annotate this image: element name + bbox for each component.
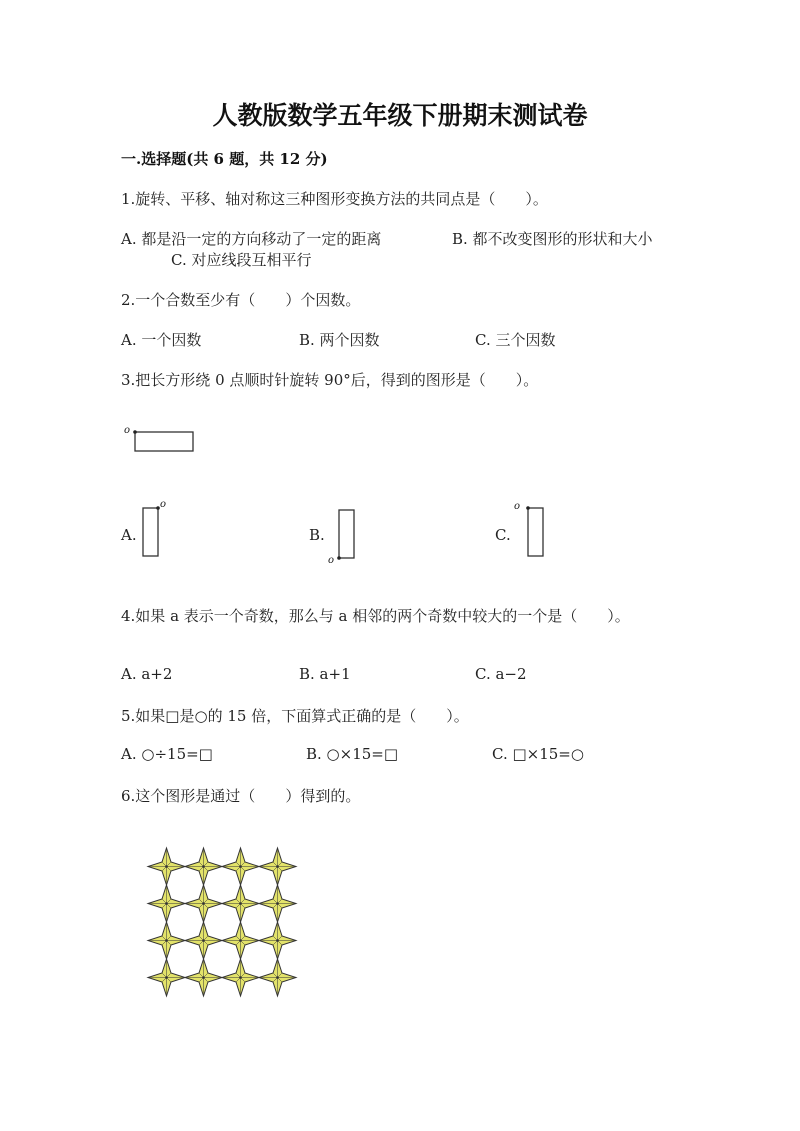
q3-c-point-label: o xyxy=(514,501,521,512)
q3-b-point-label: o xyxy=(328,555,335,566)
question-1: 1.旋转、平移、轴对称这三种图形变换方法的共同点是（ ）。 xyxy=(121,190,548,208)
star-tile xyxy=(148,959,185,996)
q6-star-pattern-figure xyxy=(145,845,300,1000)
star-tile xyxy=(148,885,185,922)
star-tile xyxy=(185,959,222,996)
question-5: 5.如果□是○的 15 倍，下面算式正确的是（ ）。 xyxy=(121,707,469,725)
q5-option-c[interactable]: C. □×15=○ xyxy=(492,745,584,763)
q1-option-c[interactable]: C. 对应线段互相平行 xyxy=(171,251,312,269)
question-4: 4.如果 a 表示一个奇数，那么与 a 相邻的两个奇数中较大的一个是（ ）。 xyxy=(121,607,630,625)
star-tile xyxy=(259,848,296,885)
star-tile xyxy=(222,922,259,959)
star-tile xyxy=(259,885,296,922)
star-tile xyxy=(148,848,185,885)
star-tile xyxy=(222,885,259,922)
q3-point-label: o xyxy=(124,425,131,436)
q4-option-c[interactable]: C. a−2 xyxy=(475,665,527,683)
q2-option-c[interactable]: C. 三个因数 xyxy=(475,331,556,349)
star-tile xyxy=(259,959,296,996)
q3-option-a-figure xyxy=(140,498,180,562)
q3-option-c[interactable]: C. xyxy=(495,526,511,544)
star-tile xyxy=(222,959,259,996)
q5-option-b[interactable]: B. ○×15=□ xyxy=(306,745,399,763)
question-2: 2.一个合数至少有（ ）个因数。 xyxy=(121,291,361,309)
section-heading: 一.选择题(共 6 题，共 12 分) xyxy=(121,150,328,168)
star-tile xyxy=(185,885,222,922)
q5-option-a[interactable]: A. ○÷15=□ xyxy=(121,745,213,763)
q3-original-rectangle-figure xyxy=(120,420,200,460)
question-6: 6.这个图形是通过（ ）得到的。 xyxy=(121,787,361,805)
star-tile xyxy=(259,922,296,959)
q1-option-b[interactable]: B. 都不改变图形的形状和大小 xyxy=(452,230,653,248)
q1-option-a[interactable]: A. 都是沿一定的方向移动了一定的距离 xyxy=(121,230,382,248)
star-tile xyxy=(185,922,222,959)
star-tile xyxy=(148,922,185,959)
q3-option-b-figure xyxy=(326,505,366,569)
q3-option-b[interactable]: B. xyxy=(309,526,325,544)
q4-option-b[interactable]: B. a+1 xyxy=(299,665,351,683)
page-title: 人教版数学五年级下册期末测试卷 xyxy=(212,101,588,130)
q4-option-a[interactable]: A. a+2 xyxy=(121,665,173,683)
q3-a-point-label: o xyxy=(160,499,167,510)
q3-option-c-figure xyxy=(512,498,552,562)
q2-option-a[interactable]: A. 一个因数 xyxy=(121,331,202,349)
q3-option-a[interactable]: A. xyxy=(121,526,137,544)
star-tile xyxy=(185,848,222,885)
star-tile xyxy=(222,848,259,885)
q2-option-b[interactable]: B. 两个因数 xyxy=(299,331,380,349)
question-3: 3.把长方形绕 0 点顺时针旋转 90°后，得到的图形是（ ）。 xyxy=(121,371,539,389)
